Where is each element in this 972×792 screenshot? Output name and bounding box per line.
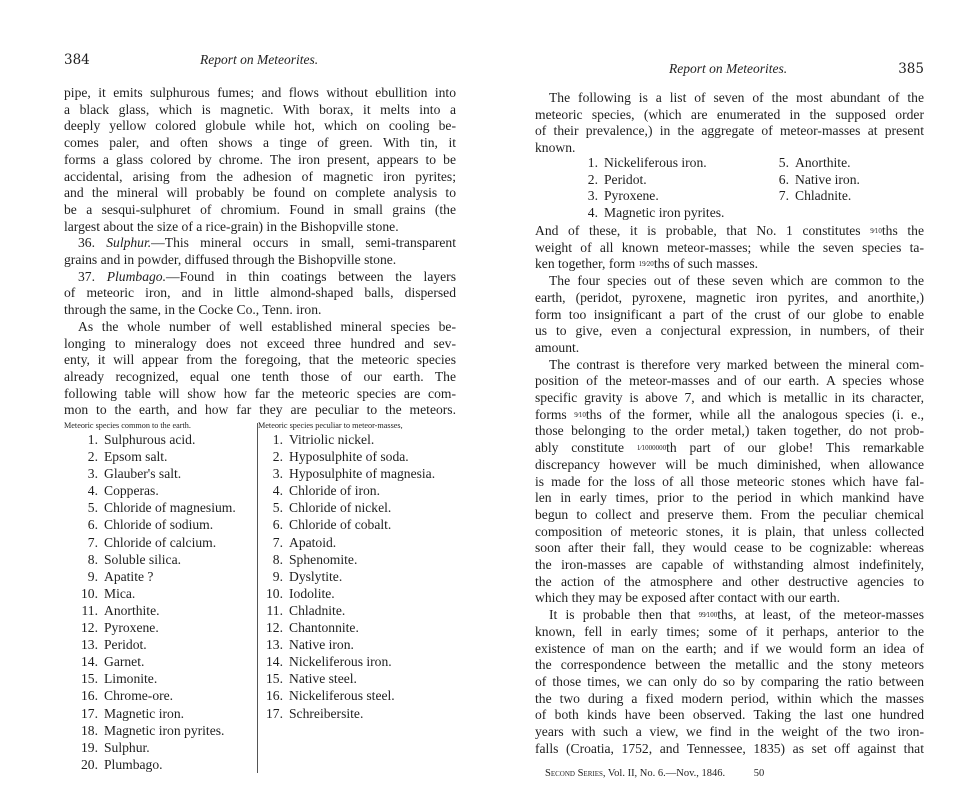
list-item (258, 448, 458, 465)
text-line: following table will show how far the meteoric species are com- (64, 385, 456, 401)
item-name: Schreibersite. (289, 705, 364, 721)
text-line: pipe, it emits sulphurous fumes; and flows without ebullition into (64, 85, 456, 100)
item-number: 12. (81, 620, 98, 636)
common-species-column (64, 421, 254, 773)
text-fragment: —This mineral occurs in small, semi-transparent (151, 235, 456, 251)
list-item (64, 568, 254, 585)
text-fragment: ably constitute (535, 440, 637, 456)
item-number: 5. (87, 500, 98, 516)
item-name: Native iron. (289, 637, 354, 653)
item-name: Magnetic iron pyrites. (604, 205, 725, 221)
list-item (258, 653, 458, 670)
item-name: Chloride of iron. (289, 483, 380, 499)
item-number: 8. (87, 551, 98, 567)
text-fragment: It is probable then that (549, 607, 699, 623)
section-number: 36. (78, 235, 95, 251)
item-number: 20. (81, 756, 98, 772)
list-item (775, 172, 860, 189)
item-name: Apatite ? (104, 568, 154, 584)
item-number: 10. (266, 585, 283, 601)
item-name: Anorthite. (795, 155, 851, 170)
text-line (535, 223, 924, 240)
item-name: Anorthite. (104, 602, 160, 618)
item-number: 3. (272, 466, 283, 482)
item-number: 16. (81, 688, 98, 704)
item-name: Plumbago. (104, 756, 163, 772)
list-item (258, 568, 458, 585)
list-item (64, 448, 254, 465)
item-number: 3. (87, 466, 98, 482)
item-name: Chloride of calcium. (104, 534, 217, 550)
item-number: 19. (81, 739, 98, 755)
abundant-list-col1 (584, 155, 724, 222)
text-line (535, 407, 924, 424)
peculiar-species-list (258, 431, 458, 722)
list-item (64, 705, 254, 722)
list-item (258, 499, 458, 516)
item-name: Hyposulphite of magnesia. (289, 466, 436, 482)
text-line: through the same, in the Cocke Co., Tenn. iron. (64, 302, 322, 318)
item-number: 4. (272, 483, 283, 499)
text-line: form too insignificant a part of the crust of our globe to enable (535, 306, 924, 322)
item-name: Nickeliferous iron. (289, 654, 392, 670)
item-number: 15. (266, 671, 283, 687)
item-number: 8. (272, 551, 283, 567)
item-number: 5. (272, 500, 283, 516)
text-fragment: —Found in thin coatings between the layers (166, 268, 456, 284)
text-line (535, 256, 924, 273)
item-name: Mica. (104, 585, 136, 601)
item-name: Magnetic iron. (104, 705, 185, 721)
item-name: Sulphur. (104, 739, 150, 755)
item-name: Pyroxene. (604, 188, 659, 204)
item-name: Native steel. (289, 671, 357, 687)
item-name: Limonite. (104, 671, 158, 687)
item-name: Dyslytite. (289, 568, 343, 584)
item-name: Iodolite. (289, 585, 335, 601)
item-name: Sulphurous acid. (104, 432, 196, 447)
text-line: a black glass, which is magnetic. With borax, it melts into a (64, 101, 456, 117)
section-heading: Sulphur. (106, 235, 152, 251)
page-number: 385 (898, 61, 924, 77)
list-item (258, 687, 458, 704)
column-header: Meteoric species peculiar to meteor-masses, (258, 421, 403, 430)
list-item (775, 188, 860, 205)
item-number: 4. (587, 205, 598, 221)
paragraph-four-species (535, 273, 924, 357)
list-item (584, 155, 724, 172)
list-item (258, 636, 458, 653)
text-line: enty, it will appear from the foregoing, that the meteoric species (64, 352, 456, 368)
text-line: position of the meteor-masses and of our earth. A species whose (535, 373, 924, 389)
list-item (64, 499, 254, 516)
item-number: 7. (87, 534, 98, 550)
item-name: Chladnite. (795, 188, 852, 204)
text-line: existence of man on the earth; and if we would form an idea of (535, 640, 924, 656)
list-item (584, 172, 724, 189)
text-fragment: ken together, form (535, 256, 639, 272)
paragraph-sulphur (64, 235, 456, 268)
text-line: composition of meteoric stones, it is plain, that unless collected (535, 523, 924, 539)
text-fragment: forms (535, 406, 575, 422)
list-item (64, 431, 254, 448)
text-line: The four species out of these seven which are common to the (549, 273, 924, 289)
body-text-intro (535, 90, 924, 157)
item-name: Apatoid. (289, 534, 337, 550)
text-line: begun to collect and preserve them. From the peculiar chemical (535, 506, 924, 522)
list-item (64, 602, 254, 619)
item-name: Sphenomite. (289, 551, 358, 567)
list-item (258, 619, 458, 636)
item-name: Soluble silica. (104, 551, 182, 567)
section-heading: Plumbago. (106, 268, 166, 284)
item-name: Copperas. (104, 483, 159, 499)
item-number: 2. (272, 449, 283, 465)
list-item (258, 602, 458, 619)
item-name: Peridot. (104, 637, 147, 653)
text-line: comes paler, and often shows a tinge of green. With tin, it (64, 135, 456, 151)
text-line: years with such a view, we find in the weight of the two iron- (535, 724, 924, 740)
list-item (64, 516, 254, 533)
paragraph (64, 85, 456, 235)
item-name: Chladnite. (289, 602, 346, 618)
item-name: Glauber's salt. (104, 466, 182, 482)
text-line: those belonging to the order metal,) taken together, do not prob- (535, 423, 924, 439)
item-number: 1. (87, 432, 98, 447)
list-item (64, 670, 254, 687)
item-number: 10. (81, 585, 98, 601)
item-number: 11. (81, 602, 98, 618)
text-line: of both kinds have been observed. Taking the last one hundred (535, 707, 924, 723)
text-line: the two during a fixed modern period, within which the masses (535, 690, 924, 706)
paragraph-plumbago (64, 269, 456, 319)
item-number: 12. (266, 620, 283, 636)
item-number: 1. (587, 155, 598, 170)
text-line: weight of all known meteor-masses; while the seven species ta- (535, 239, 924, 255)
item-number: 13. (266, 637, 283, 653)
column-header: Meteoric species common to the earth. (64, 421, 191, 430)
signature-mark: 50 (753, 768, 765, 779)
text-line: meteoric species, (which are enumerated in the supposed order (535, 106, 924, 122)
item-number: 7. (272, 534, 283, 550)
list-item (64, 534, 254, 551)
list-item (64, 551, 254, 568)
text-line: the correspondence between the metallic and the stony meteors (535, 657, 924, 673)
text-line (64, 269, 456, 286)
list-item (258, 431, 458, 448)
text-line: longing to mineralogy does not exceed three hundred and sev- (64, 335, 456, 351)
paragraph-these (535, 223, 924, 273)
text-line: known, fell in early times; some of it perhaps, anterior to the (535, 623, 924, 639)
text-line (535, 607, 924, 624)
item-name: Garnet. (104, 654, 145, 670)
text-line: be a sesqui-sulphuret of chromium. Found in small grains (the (64, 201, 456, 217)
footer (545, 768, 764, 779)
list-item (64, 619, 254, 636)
text-line: discrepancy however will be much diminished, when allowance (535, 456, 924, 472)
text-line: of meteoric iron, and in little almond-shaped balls, dispersed (64, 285, 456, 301)
list-item (584, 205, 724, 222)
list-item (64, 687, 254, 704)
item-number: 17. (81, 705, 98, 721)
text-line (64, 235, 456, 252)
text-fragment: ths of such masses. (653, 256, 759, 272)
text-line: known. (535, 140, 576, 156)
item-number: 16. (266, 688, 283, 704)
text-fragment: ths of the former, while all the analogous species (i. e., (585, 406, 924, 422)
item-number: 13. (81, 637, 98, 653)
item-number: 2. (87, 449, 98, 465)
text-line: deeply yellow colored globule while hot, which on cooling be- (64, 118, 456, 134)
list-item (258, 670, 458, 687)
abundant-list-col2 (775, 155, 860, 205)
item-number: 4. (87, 483, 98, 499)
item-number: 9. (272, 568, 283, 584)
list-item (258, 534, 458, 551)
list-item (64, 653, 254, 670)
section-number: 37. (78, 268, 95, 284)
fraction: 1⁄1000000 (636, 444, 667, 453)
item-name: Nickeliferous steel. (289, 688, 395, 704)
text-line: As the whole number of well established mineral species be- (78, 318, 456, 334)
list-item (258, 585, 458, 602)
item-name: Pyroxene. (104, 620, 159, 636)
list-item (258, 482, 458, 499)
item-number: 6. (87, 517, 98, 533)
item-number: 6. (272, 517, 283, 533)
text-line: which they may be exposed after contact with our earth. (535, 590, 840, 606)
item-name: Epsom salt. (104, 449, 168, 465)
text-line: us to give, even a conjectural expression, in numbers, of their (535, 323, 924, 339)
paragraph-probable (535, 607, 924, 757)
item-number: 9. (87, 568, 98, 584)
item-name: Vitriolic nickel. (289, 432, 375, 447)
common-species-list (64, 431, 254, 773)
list-item (258, 516, 458, 533)
fraction: 19⁄20 (638, 260, 654, 269)
list-item (64, 739, 254, 756)
item-name: Peridot. (604, 171, 647, 187)
text-fragment: And of these, it is probable, that No. 1 constitutes (535, 223, 871, 238)
item-name: Hyposulphite of soda. (289, 449, 409, 465)
text-line (535, 440, 924, 457)
item-number: 3. (587, 188, 598, 204)
peculiar-species-column (258, 421, 458, 722)
list-item (64, 756, 254, 773)
list-item (775, 155, 860, 172)
item-name: Chloride of sodium. (104, 517, 214, 533)
list-item (258, 465, 458, 482)
text-line: of their prevalence,) in the aggregate of meteor-masses at present (535, 123, 924, 139)
item-number: 7. (778, 188, 789, 204)
text-line: grains and in powder, diffused through the Bishopville stone. (64, 252, 397, 268)
item-name: Chantonnite. (289, 620, 359, 636)
paragraph-contrast (535, 357, 924, 608)
running-head: Report on Meteorites. (669, 61, 788, 76)
fraction: 9⁄10 (870, 227, 882, 235)
text-line: of those times, we can only do so by comparing the ratio between (535, 673, 924, 689)
item-name: Magnetic iron pyrites. (104, 722, 225, 738)
text-line: the iron-masses are capable of withstanding almost indefinitely, (535, 557, 924, 573)
list-item (64, 482, 254, 499)
item-number: 18. (81, 722, 98, 738)
list-item (258, 705, 458, 722)
text-line: The following is a list of seven of the most abundant of the (549, 90, 924, 105)
item-name: Chloride of nickel. (289, 500, 392, 516)
item-number: 15. (81, 671, 98, 687)
text-line: already recognized, equal one tenth those of our earth. The (64, 368, 456, 384)
fraction: 99⁄100 (698, 611, 718, 620)
item-number: 11. (266, 602, 283, 618)
item-name: Chrome-ore. (104, 688, 174, 704)
running-head: Report on Meteorites. (200, 52, 319, 67)
text-line: amount. (535, 339, 580, 355)
list-item (584, 188, 724, 205)
footer-series: Second Series (545, 768, 603, 779)
text-line: specific gravity is above 7, and which is metallic in its character, (535, 390, 924, 406)
item-name: Chloride of magnesium. (104, 500, 236, 516)
body-text-main (535, 223, 924, 758)
body-text (64, 85, 456, 419)
list-item (64, 722, 254, 739)
text-fragment: ths, at least, of the meteor-masses (717, 607, 924, 623)
text-line: and the mineral will probably be found on complete analysis to (64, 185, 456, 201)
list-item (64, 465, 254, 482)
footer-details: , Vol. II, No. 6.—Nov., 1846. (602, 768, 726, 779)
text-line: is made for the loss of all those meteoric stones which have fal- (535, 473, 924, 489)
text-line: mon to the earth, and how far they are peculiar to the meteors. (64, 402, 456, 418)
fraction: 9⁄10 (574, 410, 586, 419)
item-number: 1. (272, 432, 283, 447)
page-number: 384 (64, 52, 90, 68)
list-item (64, 636, 254, 653)
list-item (64, 585, 254, 602)
item-number: 14. (266, 654, 283, 670)
text-line: the action of the atmosphere and other destructive agencies to (535, 573, 924, 589)
item-number: 2. (587, 171, 598, 187)
text-fragment: ths the (881, 223, 925, 238)
item-number: 6. (778, 171, 789, 187)
list-item (258, 551, 458, 568)
item-name: Native iron. (795, 171, 860, 187)
text-fragment: th part of our globe! This remarkable (666, 440, 924, 456)
item-number: 14. (81, 654, 98, 670)
text-line: forms a glass colored by chrome. The iron present, appears to be (64, 151, 456, 167)
text-line: soon after their fall, they would cease to be cognizable: whereas (535, 540, 924, 556)
text-line: len in early times, prior to the period in which mankind have (535, 490, 924, 506)
item-name: Nickeliferous iron. (604, 155, 707, 170)
text-line: falls (Croatia, 1752, and Tennessee, 1835) as set off against that (535, 740, 924, 756)
text-line: The contrast is therefore very marked between the mineral com- (549, 356, 924, 372)
item-number: 5. (778, 155, 789, 170)
item-number: 17. (266, 705, 283, 721)
text-line: earth, (peridot, pyroxene, magnetic iron pyrites, and anorthite,) (535, 289, 924, 305)
paragraph (64, 319, 456, 419)
text-line: accidental, arising from the adhesion of magnetic iron pyrites; (64, 168, 456, 184)
item-name: Chloride of cobalt. (289, 517, 392, 533)
text-line: largest about the size of a rice-grain) in the Bishopville stone. (64, 218, 399, 234)
